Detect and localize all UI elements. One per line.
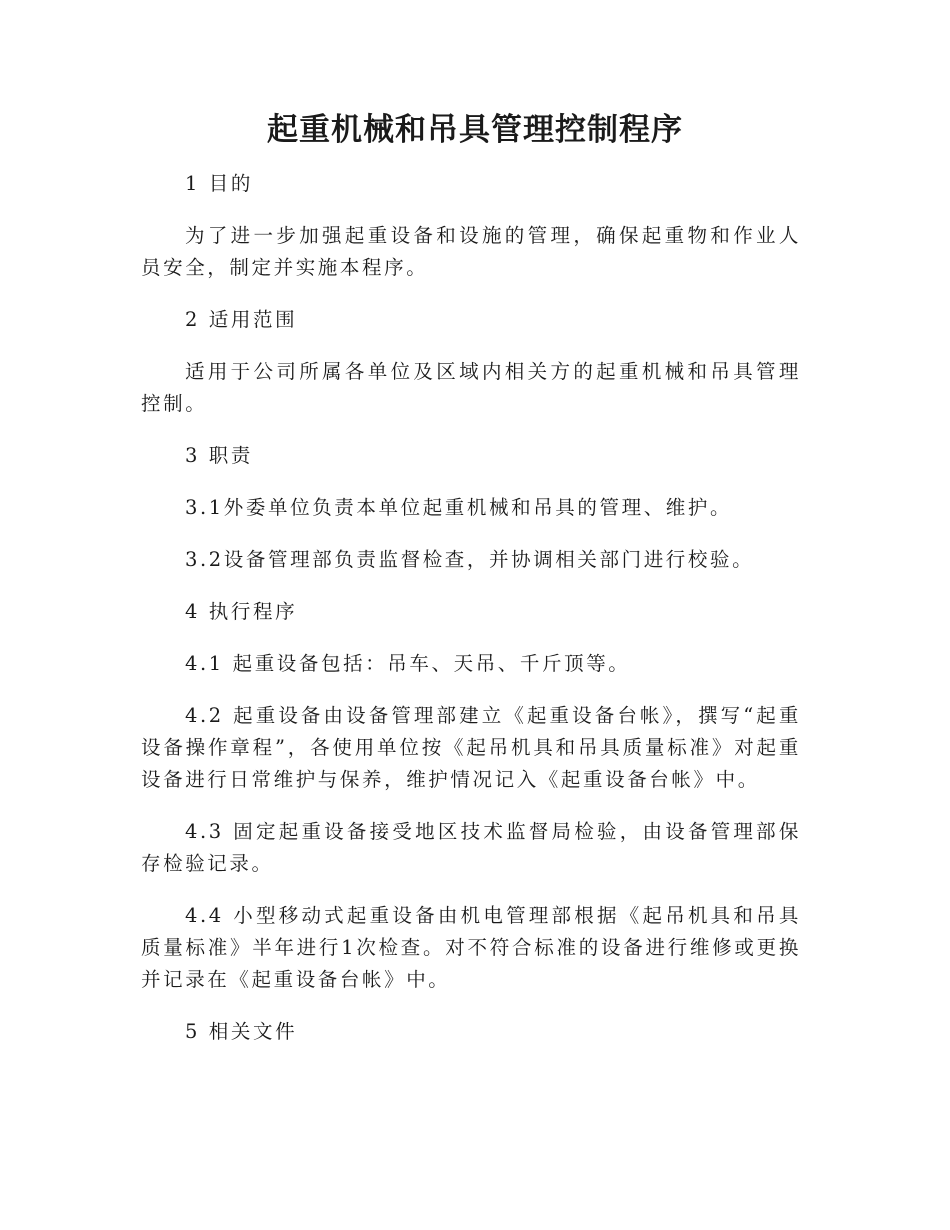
paragraph-procedure-4-3: 4.3 固定起重设备接受地区技术监督局检验，由设备管理部保存检验记录。 [141,820,801,875]
section-heading-purpose: 1 目的 [185,172,254,195]
section-heading-procedure: 4 执行程序 [185,600,298,623]
section-heading-responsibilities: 3 职责 [185,444,254,467]
paragraph-procedure-4-2: 4.2 起重设备由设备管理部建立《起重设备台帐》，撰写“起重设备操作章程”，各使用单位按《起吊机具和吊具质量标准》对起重设备进行日常维护与保养，维护情况记入《起重设备台帐》中。 [141,704,801,791]
section-heading-scope: 2 适用范围 [185,308,298,331]
paragraph-responsibility-3-1: 3.1外委单位负责本单位起重机械和吊具的管理、维护。 [185,496,733,519]
paragraph-responsibility-3-2: 3.2设备管理部负责监督检查，并协调相关部门进行校验。 [185,548,755,571]
paragraph-procedure-4-1: 4.1 起重设备包括：吊车、天吊、千斤顶等。 [185,652,631,675]
section-heading-related-documents: 5 相关文件 [185,1020,298,1043]
document-title: 起重机械和吊具管理控制程序 [267,112,683,148]
paragraph-purpose: 为了进一步加强起重设备和设施的管理，确保起重物和作业人员安全，制定并实施本程序。 [141,224,801,279]
document-body [141,168,801,1068]
paragraph-procedure-4-4: 4.4 小型移动式起重设备由机电管理部根据《起吊机具和吊具质量标准》半年进行1次检查。对不符合标准的设备进行维修或更换并记录在《起重设备台帐》中。 [141,904,801,991]
paragraph-scope: 适用于公司所属各单位及区域内相关方的起重机械和吊具管理控制。 [141,360,801,415]
